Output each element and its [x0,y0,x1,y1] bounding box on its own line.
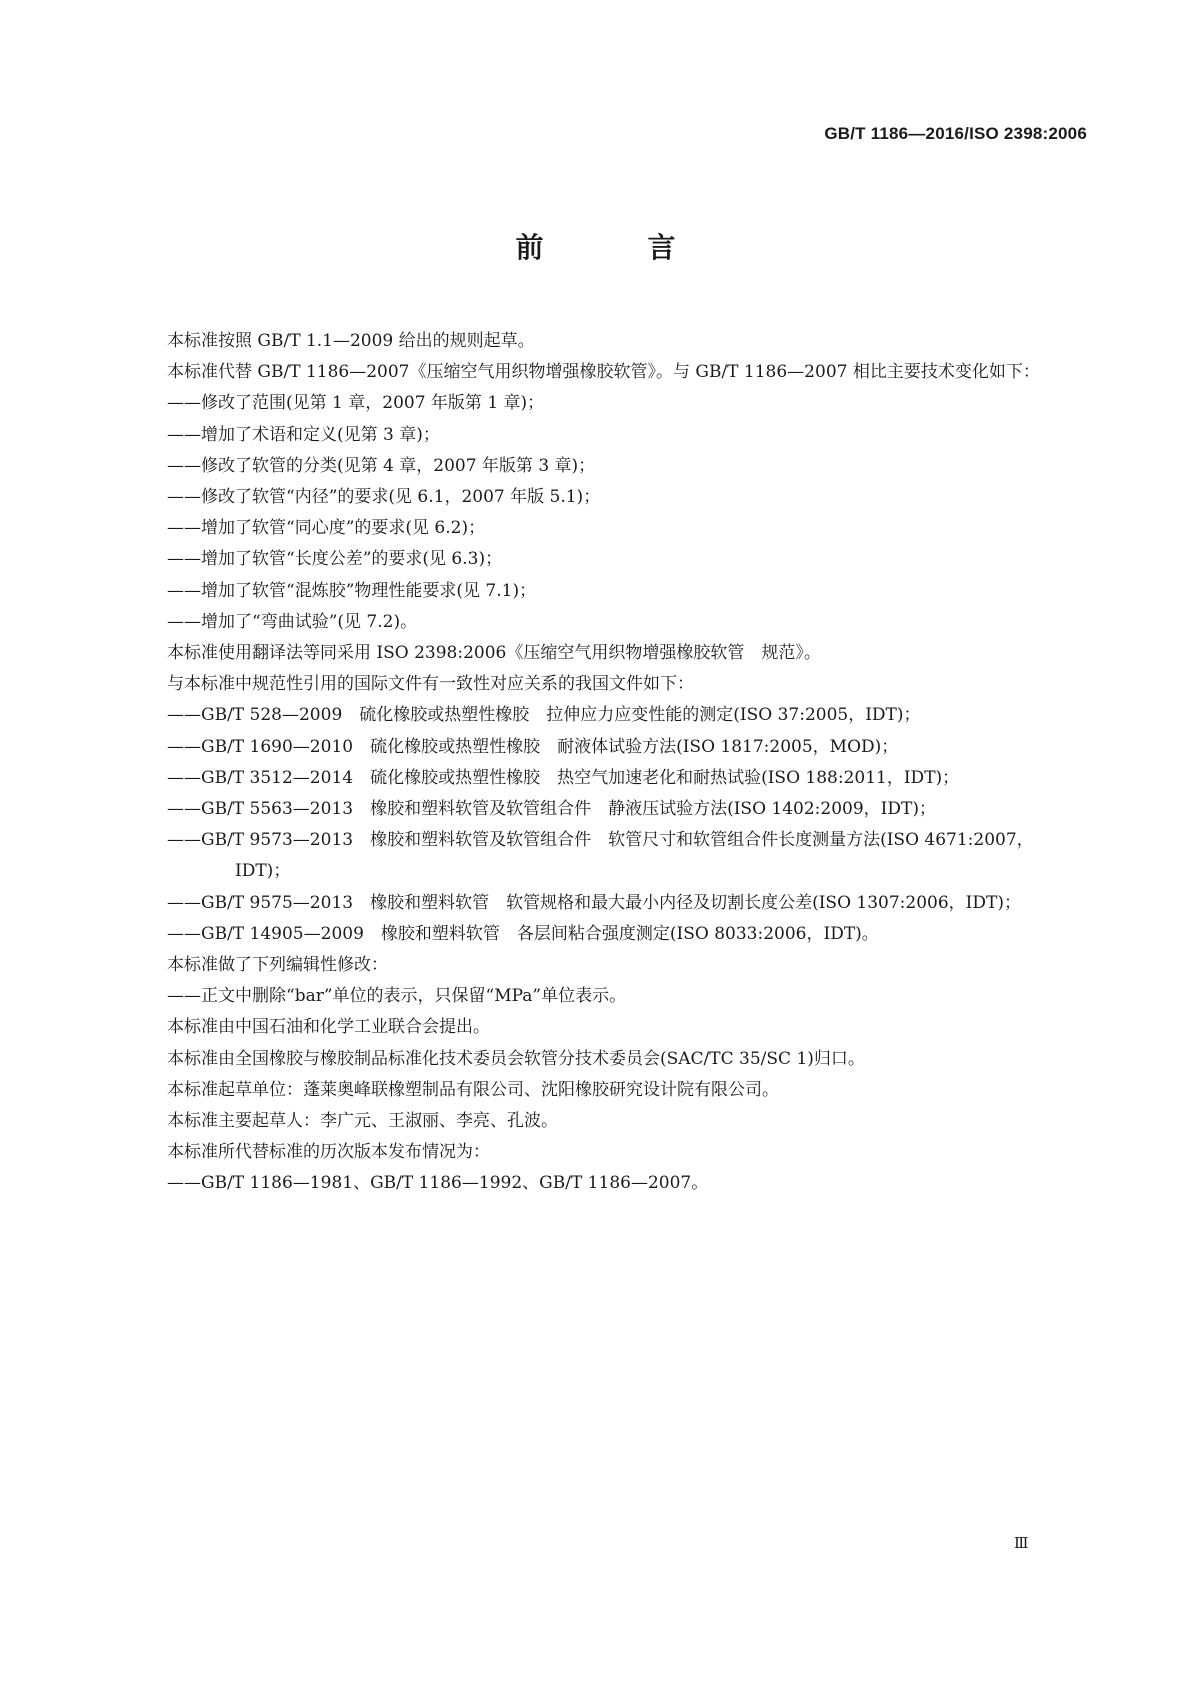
list-item: ——GB/T 528—2009 硫化橡胶或热塑性橡胶 拉伸应力应变性能的测定(ISO 37:2005，IDT)； [167,705,921,726]
paragraph-committee: 本标准由全国橡胶与橡胶制品标准化技术委员会软管分技术委员会(SAC/TC 35/SC 1)归口。 [167,1048,865,1069]
history-list [133,1168,1058,1199]
list-item: ——增加了“弯曲试验”(见 7.2)。 [167,611,418,632]
standard-code: GB/T 1186—2016/ISO 2398:2006 [824,124,1087,143]
change-list [133,388,1058,638]
list-item: ——增加了软管“长度公差”的要求(见 6.3)； [167,549,503,570]
list-item: ——GB/T 9573—2013 橡胶和塑料软管及软管组合件 软管尺寸和软管组合件长度测量方法(ISO 4671:2007，IDT)； [167,830,1034,882]
list-item: ——GB/T 3512—2014 硫化橡胶或热塑性橡胶 热空气加速老化和耐热试验(ISO 188:2011，IDT)； [167,767,960,788]
paragraph-history-intro: 本标准所代替标准的历次版本发布情况为： [167,1142,490,1163]
document-body [133,326,1058,1200]
list-item: ——增加了术语和定义(见第 3 章)； [167,424,440,445]
paragraph-proposer: 本标准由中国石油和化学工业联合会提出。 [167,1017,490,1038]
reference-list [133,700,1058,950]
paragraph-editorial-intro: 本标准做了下列编辑性修改： [167,955,388,976]
paragraph-adoption: 本标准使用翻译法等同采用 ISO 2398:2006《压缩空气用织物增强橡胶软管 规范》。 [167,643,821,664]
editorial-list [133,981,1058,1012]
paragraph-replacement: 本标准代替 GB/T 1186—2007《压缩空气用织物增强橡胶软管》。与 GB/T 1186—2007 相比主要技术变化如下： [167,362,1040,383]
list-item: ——修改了范围(见第 1 章，2007 年版第 1 章)； [167,393,545,414]
list-item: ——增加了软管“同心度”的要求(见 6.2)； [167,518,486,539]
paragraph-drafters: 本标准主要起草人：李广元、王淑丽、李亮、孔波。 [167,1111,558,1132]
paragraph-references-intro: 与本标准中规范性引用的国际文件有一致性对应关系的我国文件如下： [167,674,694,695]
page-title: 前 言 [515,231,714,264]
list-item: ——修改了软管“内径”的要求(见 6.1，2007 年版 5.1)； [167,487,601,508]
list-item: ——正文中删除“bar”单位的表示，只保留“MPa”单位表示。 [167,986,627,1007]
list-item: ——GB/T 9575—2013 橡胶和塑料软管 软管规格和最大最小内径及切割长度公差(ISO 1307:2006，IDT)； [167,892,1021,913]
list-item: ——增加了软管“混炼胶”物理性能要求(见 7.1)； [167,580,537,601]
list-item: ——GB/T 1690—2010 硫化橡胶或热塑性橡胶 耐液体试验方法(ISO 1817:2005，MOD)； [167,736,899,757]
paragraph-drafting-rules: 本标准按照 GB/T 1.1—2009 给出的规则起草。 [167,331,535,351]
list-item: ——GB/T 1186—1981、GB/T 1186—1992、GB/T 1186—2007。 [167,1173,709,1194]
list-item: ——修改了软管的分类(见第 4 章，2007 年版第 3 章)； [167,455,596,476]
paragraph-drafting-units: 本标准起草单位：蓬莱奥峰联橡塑制品有限公司、沈阳橡胶研究设计院有限公司。 [167,1079,779,1100]
list-item: ——GB/T 5563—2013 橡胶和塑料软管及软管组合件 静液压试验方法(ISO 1402:2009，IDT)； [167,799,936,820]
list-item: ——GB/T 14905—2009 橡胶和塑料软管 各层间粘合强度测定(ISO 8033:2006，IDT)。 [167,923,879,944]
page-number: Ⅲ [1014,1534,1029,1552]
